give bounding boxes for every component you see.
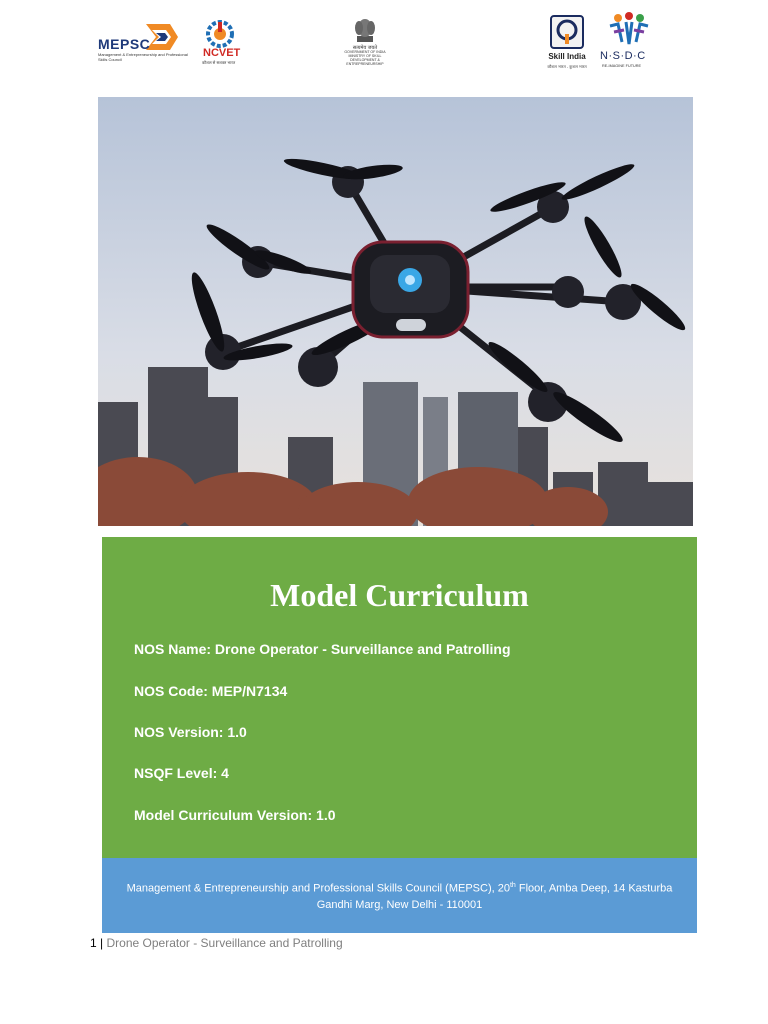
- footer-doc-title: Drone Operator - Surveillance and Patrolling: [106, 936, 343, 950]
- address-panel: [102, 858, 697, 933]
- ncvet-logo: [200, 18, 244, 66]
- emblem-caption: GOVERNMENT OF INDIA MINISTRY OF SKILL DEVELOPMENT & ENTREPRENEURSHIP: [344, 50, 386, 66]
- nsdc-people-icon: [598, 12, 660, 48]
- skill-india-logo: [543, 14, 591, 68]
- skill-india-name: Skill India: [548, 52, 586, 61]
- drone-cityscape-image: [98, 97, 693, 526]
- nsdc-name: N·S·D·C: [600, 50, 646, 62]
- nsqf-level: NSQF Level: 4: [134, 765, 229, 781]
- address-text: [102, 878, 697, 913]
- nos-code: NOS Code: MEP/N7134: [134, 683, 288, 699]
- ashoka-emblem-icon: [340, 14, 390, 44]
- skill-india-subtitle: कौशल भारत - कुशल भारत: [547, 64, 587, 69]
- page-title: Model Curriculum: [270, 577, 529, 613]
- skill-india-icon: [543, 14, 591, 50]
- model-curriculum-version: Model Curriculum Version: 1.0: [134, 807, 336, 823]
- curriculum-info-panel: [102, 537, 697, 858]
- mepsc-logo: [98, 22, 188, 68]
- nsdc-logo: [598, 12, 660, 70]
- ncvet-subtitle: कौशल से सशक्त भारत: [202, 60, 236, 65]
- ncvet-name: NCVET: [203, 47, 241, 59]
- nsdc-subtitle: RE-IMAGINE FUTURE: [602, 64, 642, 68]
- address-part-1: Management & Entrepreneurship and Professional Skills Council (MEPSC), 20: [126, 882, 510, 895]
- page-footer: [90, 936, 343, 950]
- mepsc-subtitle: Management & Entrepreneurship and Professional Skills Council: [98, 52, 188, 62]
- national-emblem: [340, 14, 390, 68]
- ncvet-gear-icon: [200, 18, 240, 48]
- address-part-2: Floor, Amba Deep, 14 Kasturba: [515, 882, 673, 895]
- address-superscript: th: [509, 882, 516, 889]
- nos-name: NOS Name: Drone Operator - Surveillance and Patrolling: [134, 641, 511, 657]
- mepsc-arrow-icon: [146, 24, 178, 50]
- nos-version: NOS Version: 1.0: [134, 724, 247, 740]
- page-number: 1: [90, 936, 97, 950]
- address-line-2: Gandhi Marg, New Delhi - 110001: [316, 898, 483, 911]
- mepsc-name: MEPSC: [98, 36, 151, 52]
- footer-separator: |: [100, 936, 104, 950]
- emblem-motto: सत्यमेव जयते: [352, 45, 378, 51]
